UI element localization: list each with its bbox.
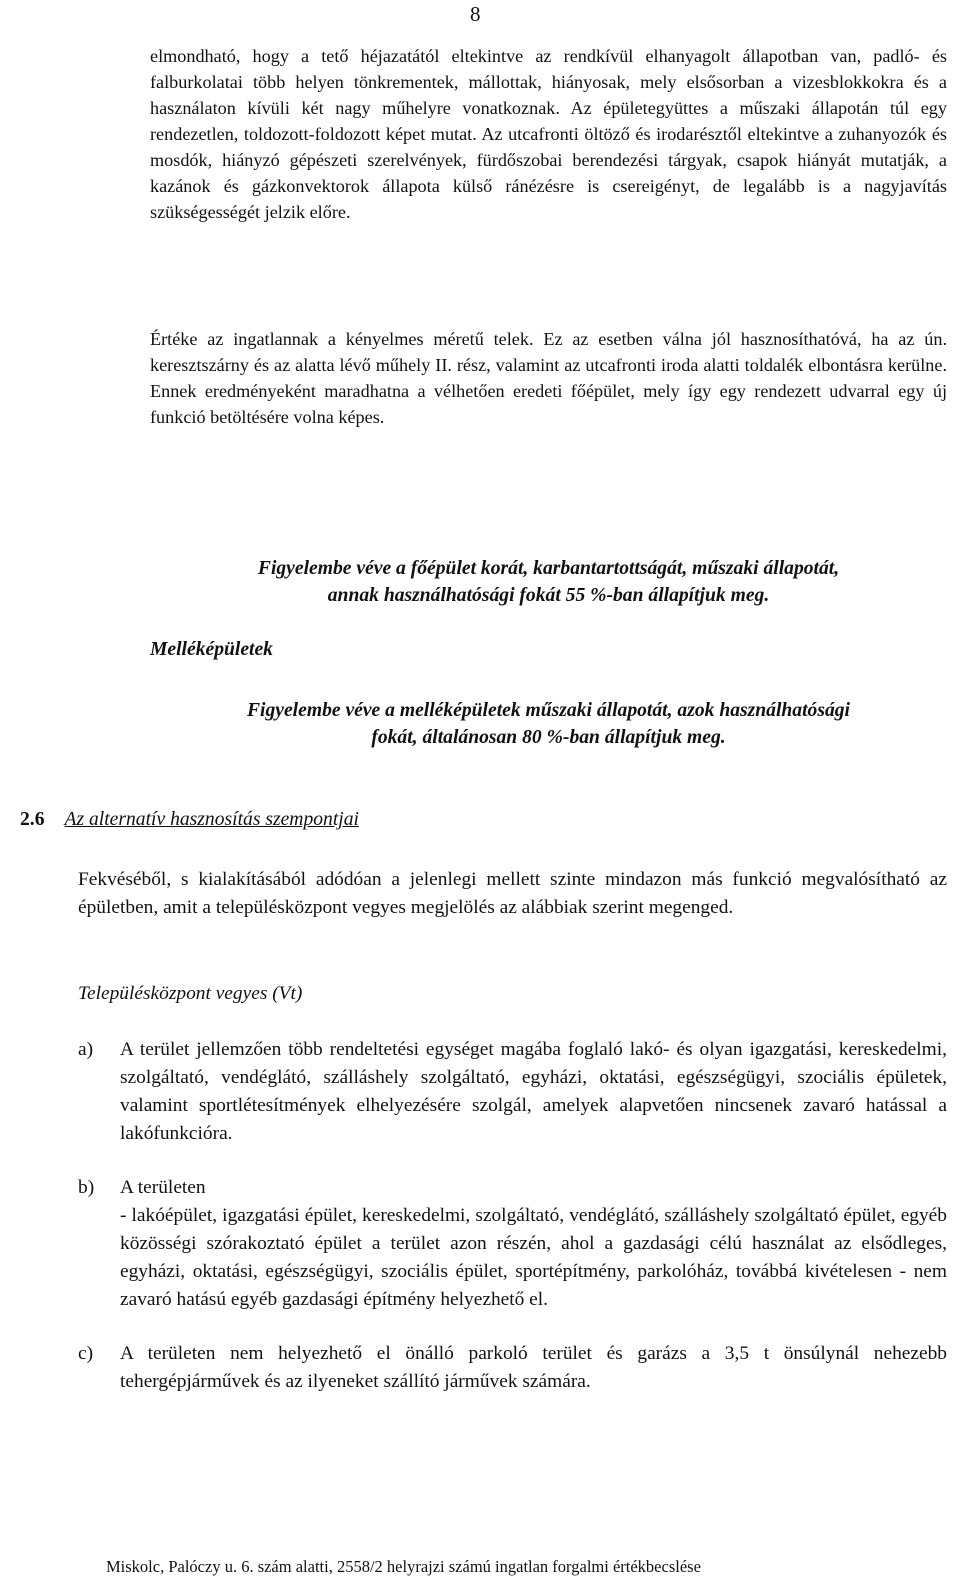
list-item-text: A területen nem helyezhető el önálló parkoló terület és garázs a 3,5 t önsúlynál nehezebb tehergépjárművek és az ilyeneket szállító járművek számára. [120,1343,947,1392]
list-item-text: - lakóépület, igazgatási épület, kereskedelmi, szolgáltató, vendéglátó, szálláshely szolgáltató épület, egyéb közösségi szórakoztató épület a terület azon részén, ahol a gazdasági célú használat az elsődleges, egyházi, oktatási, egészségügyi, szociális épület, sportépítmény, parkolóház, továbbá kivételesen - nem zavaró hatású egyéb gazdasági építmény helyezhető el. [120,1205,947,1310]
list-item-content [120,1174,947,1314]
section-heading [20,809,359,831]
page-number: 8 [470,2,481,26]
zone-rules-list [78,1036,947,1422]
section-intro-paragraph: Fekvéséből, s kialakításából adódóan a jelenlegi mellett szinte mindazon más funkció megvalósítható az épületben, amit a településközpont vegyes megjelölés az alábbiak szerint megenged. [78,869,947,918]
outbuildings-conclusion-line2: fokát, általánosan 80 %-ban állapítjuk meg. [371,727,726,748]
list-item-lead: A területen [120,1177,206,1198]
main-building-conclusion-line2: annak használhatósági fokát 55 %-ban állapítjuk meg. [327,585,770,606]
main-building-conclusion [150,555,947,609]
list-marker: c) [78,1343,94,1364]
outbuildings-heading: Melléképületek [150,639,273,660]
zone-heading: Településközpont vegyes (Vt) [78,983,303,1004]
section-title: Az alternatív hasznosítás szempontjai [64,809,359,830]
value-paragraph-block [150,326,947,430]
condition-paragraph: elmondható, hogy a tető héjazatától eltekintve az rendkívül elhanyagolt állapotban van, padló- és falburkolatai több helyen tönkrementek, mállottak, hiányosak, mely elsősorban a vizesblokkokra és a használaton kívüli két nagy műhelyre vonatkoznak. Az épületegyüttes a műszaki állapotán túl egy rendezetlen, toldozott-foldozott képet mutat. Az utcafronti öltöző és irodarésztől eltekintve a zuhanyozók és mosdók, hiányzó gépészeti szerelvények, fürdőszobai berendezési tárgyak, csapok hiányát mutatják, a kazánok és gázkonvektorok állapota külső ránézésre is csereigényt, de legalább is a nagyjavítás szükségességét jelzik előre. [150,46,947,222]
main-building-conclusion-line1: Figyelembe véve a főépület korát, karbantartottságát, műszaki állapotát, [257,558,840,579]
list-marker: a) [78,1039,94,1060]
value-paragraph: Értéke az ingatlannak a kényelmes méretű telek. Ez az esetben válna jól hasznosíthatóvá, ha az ún. keresztszárny és az alatta lévő műhely II. rész, valamint az utcafronti iroda alatti toldalék elbontásra kerülne. Ennek eredményeként maradhatna a vélhetően eredeti főépület, mely így egy rendezett udvarral egy új funkció betöltésére volna képes. [150,329,947,427]
intro-paragraph-block [150,43,947,225]
outbuildings-conclusion-line1: Figyelembe véve a melléképületek műszaki állapotát, azok használhatósági [246,700,850,721]
list-item-a [78,1036,947,1148]
list-item-c [78,1340,947,1396]
list-item-b [78,1174,947,1314]
page-footer: Miskolc, Palóczy u. 6. szám alatti, 2558/2 helyrajzi számú ingatlan forgalmi értékbecslése [106,1557,701,1576]
list-marker: b) [78,1177,95,1198]
section-number: 2.6 [20,809,45,830]
list-item-text: A terület jellemzően több rendeltetési egységet magába foglaló lakó- és olyan igazgatási, kereskedelmi, szolgáltató, vendéglátó, szálláshely szolgáltató, egyházi, oktatási, egészségügyi, szociális épületek, valamint sportlétesítmények elhelyezésére szolgál, amelyek alapvetően nincsenek zavaró hatással a lakófunkcióra. [120,1039,947,1144]
outbuildings-conclusion [150,697,947,751]
